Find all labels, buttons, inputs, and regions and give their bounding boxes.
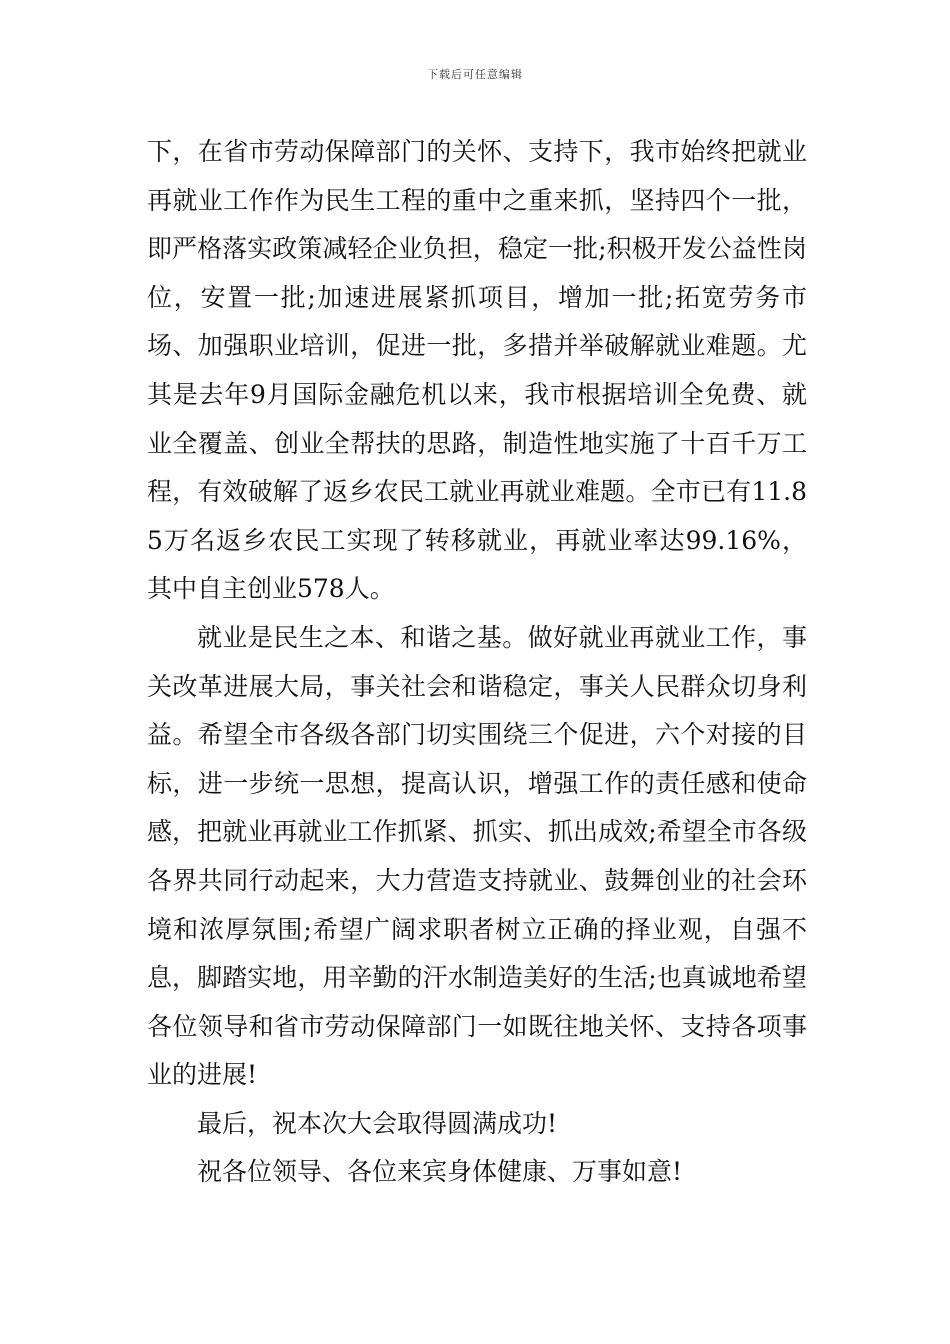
paragraph-closing-wish: 最后，祝本次大会取得圆满成功! [197, 1108, 558, 1138]
header-note: 下载后可任意编辑 [427, 68, 523, 81]
paragraph-employment-achievements: 下，在省市劳动保障部门的关怀、支持下，我市始终把就业再就业工作作为民生工程的重中之重来抓，坚持四个一批，即严格落实政策减轻企业负担，稳定一批;积极开发公益性岗位，安置一批;加速进展紧抓项目，增加一批;拓宽劳务市场、加强职业培训，促进一批，多措并举破解就业难题。尤其是去年9月国际金融危机以来，我市根据培训全免费、就业全覆盖、创业全帮扶的思路，制造性地实施了十百千万工程，有效破解了返乡农民工就业再就业难题。全市已有11.85万名返乡农民工实现了转移就业，再就业率达99.16%，其中自主创业578人。 [147, 137, 807, 604]
paragraph-closing-blessing: 祝各位领导、各位来宾身体健康、万事如意! [197, 1157, 683, 1187]
document-body [147, 128, 807, 1197]
paragraph-employment-hopes: 就业是民生之本、和谐之基。做好就业再就业工作，事关改革进展大局，事关社会和谐稳定，事关人民群众切身利益。希望全市各级各部门切实围绕三个促进，六个对接的目标，进一步统一思想，提高认识，增强工作的责任感和使命感，把就业再就业工作抓紧、抓实、抓出成效;希望全市各级各界共同行动起来，大力营造支持就业、鼓舞创业的社会环境和浓厚氛围;希望广阔求职者树立正确的择业观，自强不息，脚踏实地，用辛勤的汗水制造美好的生活;也真诚地希望各位领导和省市劳动保障部门一如既往地关怀、支持各项事业的进展! [147, 622, 807, 1090]
